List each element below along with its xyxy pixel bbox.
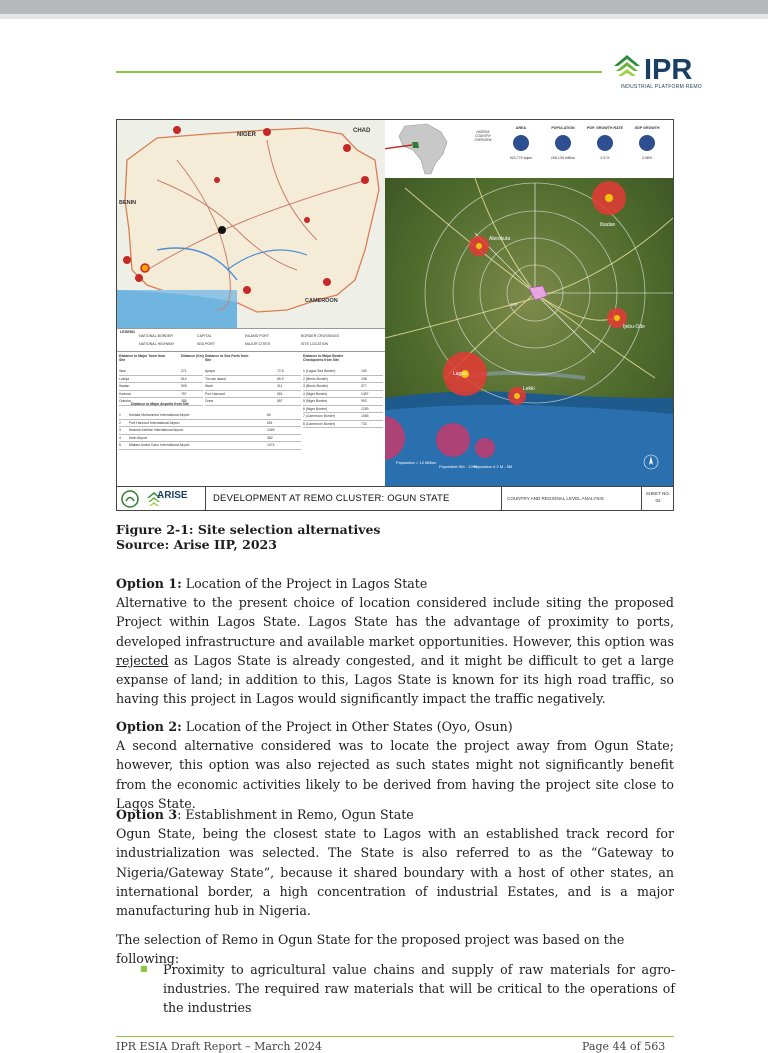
stat-label: POPULATION [551,126,575,130]
option-3-title: : Establishment in Remo, Ogun State [177,807,414,822]
table-cell: 385 [181,399,187,403]
table-cell: 5 (Niger Border) [303,399,328,403]
table-cell: 4 [119,435,121,440]
divider [641,487,642,511]
table-cell: 382 [267,435,273,440]
table-cell: Port Harcourt International Airport [129,420,180,425]
table-row [205,368,301,376]
table-cell: Tin can island [205,376,226,381]
site-selection-figure [116,119,674,511]
legend-item: CAPITAL [197,334,212,338]
footer-rule [116,1036,674,1037]
location-caption: NIGERIA COUNTRY OVERVIEW [474,130,492,142]
table-cell: 169 [361,369,367,373]
legend-item: SITE LOCATION [301,342,329,346]
sheet-label: SHEET NO. [645,491,671,496]
table-row [119,435,301,443]
table-cell: 1259 [361,406,369,411]
table-cell: Ibadan [119,384,130,388]
bullet-icon: ■ [140,964,148,973]
table-row [205,391,301,399]
table-row [303,413,383,421]
figure-caption [116,522,380,552]
label-cameroon: CAMEROON [305,298,338,304]
bullet-item: Proximity to agricultural value chains and supply of raw materials for agro-industries. The required raw materials that will be critical to the operations of the industries [163,962,675,1016]
label-lekki: Lekki [523,386,535,392]
table-cell: 3 (Benin Border) [303,384,328,388]
table-row [119,427,301,435]
stat-icon [555,135,571,151]
option-1-heading [116,574,674,593]
table-cell: 614 [181,376,187,381]
table-cell: 198 [361,376,367,381]
stat-label: AREA [515,126,527,130]
option-3-section [116,805,674,920]
table-cell: 651 [267,420,273,425]
footer-report-title: IPR ESIA Draft Report – March 2024 [116,1040,322,1053]
stat-value: 2.5 % [600,156,610,160]
table-cell: 3 [119,428,121,432]
stat-item [627,122,667,176]
table-cell: 271 [181,369,187,373]
header-rule [116,71,602,73]
table-cell: Onitsha [119,399,131,403]
table-cell: 2 (Benin Border) [303,376,328,381]
stat-value: 923,770 sqkm [509,156,533,160]
table-cell: 5 [119,443,121,447]
table-cell: 7 (Cameroon Border) [303,414,336,418]
table-row [119,383,203,391]
table-cell: Onne [205,399,214,403]
option-2-title: Location of the Project in Other States (Oyo, Osun) [181,719,513,734]
th-city: Distance to Major Town from Site [119,354,166,362]
legend-item: NATIONAL BORDER [139,334,173,338]
stat-value: 3.98% [641,156,653,160]
legend-item: BORDER CROSSINGS [301,334,339,338]
table-row [303,376,383,384]
stat-icon [639,135,655,151]
table-cell: Port Harcourt [205,391,226,396]
option-2-label: Option 2: [116,719,182,734]
label-ijebu-ode: Ijebu-Ode [623,324,645,330]
legend-title: LEGEND [120,330,135,334]
pop-legend-large: Population > 12 Million [396,460,437,465]
table-cell: Mallam Aminu Kano International Airport [129,443,190,447]
sheet-number [645,490,671,504]
table-row [119,376,203,384]
stat-icon [513,135,529,151]
africa-inset [385,120,465,178]
table-cell: 6 (Niger Border) [303,406,328,411]
top-bar-shadow [0,14,768,19]
ipr-logo [612,50,712,94]
table-cell: Murtala Muhammed International Airport [129,413,190,417]
th-airport: Distance to Major Airports from Site [131,402,189,406]
table-cell: 1457 [361,391,369,396]
label-niger: NIGER [237,132,257,138]
logo-text: IPR [644,54,693,86]
table-row [119,420,301,428]
map-legend [117,328,385,351]
nigeria-map [117,120,385,328]
table-cell: Warri [205,384,213,388]
th-border: Distance to Major Border Checkpoints from Site [303,354,344,362]
table-row [119,368,203,376]
stat-item [543,122,583,176]
top-bar [0,0,768,14]
option-1-body-b: as Lagos State is already congested, and it might be difficult to get a large expanse of land; in addition to this, Lagos State is known for its high road traffic, so having this project in Lagos would significantly impact the traffic negatively. [116,652,674,707]
table-cell: 4 (Niger Border) [303,391,328,396]
footer-page-number: Page 44 of 563 [582,1040,666,1053]
legend-item: NATIONAL HIGHWAY [139,342,175,346]
sheet-value: 02 [655,498,661,503]
table-cell: Lokoja [119,376,129,381]
table-cell: 1074 [267,443,275,447]
option-1-section [116,574,674,708]
stat-value: 206,139 million [550,156,576,160]
table-row [119,442,301,450]
table-row [303,391,383,399]
table-cell: 733 [361,421,367,426]
option-2-section [116,717,674,813]
table-cell: 2 [119,420,121,425]
table-cell: Apapa [205,369,215,373]
satellite-map [385,178,673,486]
table-cell: Ilara [119,369,126,373]
divider [501,487,502,511]
table-cell: 561 [277,391,283,396]
option-3-label: Option 3 [116,807,178,822]
legend-item: MAJOR CITIES [245,342,271,346]
logo-subtitle: INDUSTRIAL PLATFORM REMO [620,84,702,90]
option-1-title: Location of the Project in Lagos State [181,576,428,591]
pop-legend-medium: Population 5M - 10 M [439,464,478,469]
th-port: Distance to Sea Ports from Site [205,354,249,362]
label-iiip: IIIP [511,302,518,307]
table-cell: 787 [181,391,187,396]
label-chad: CHAD [353,128,371,134]
table-row [303,421,383,429]
figure-title-block [117,486,673,511]
option-3-heading [116,805,674,824]
stat-item [501,122,541,176]
table-row [119,391,203,399]
table-cell: 1069 [267,428,275,432]
table-cell: Nnamdi Azikiwe International Airport [129,428,184,432]
distance-tables [117,351,385,487]
label-abeokuta: Abeokuta [489,236,511,242]
table-cell: 557 [277,399,283,403]
footer-title: DEVELOPMENT AT REMO CLUSTER: OGUN STATE [213,493,450,504]
table-cell: 377 [361,384,367,388]
selection-intro: The selection of Remo in Ogun State for the proposed project was based on the following: [116,932,625,967]
footer-subtitle: COUNTRY AND REGIONAL LEVEL ANALYSIS [507,496,604,501]
stat-label: GDP GROWTH [634,126,660,130]
table-row [205,383,301,391]
option-1-label: Option 1: [116,576,182,591]
caption-source: Source: Arise IIP, 2023 [116,537,277,552]
table-cell: 1 [119,413,121,417]
table-cell: 1065 [361,414,369,418]
divider [205,487,206,511]
th-dist: Distance (Km) [181,354,204,358]
ipr-logo-icon [612,53,642,83]
stat-label: POP. GROWTH RATE [586,126,623,130]
stat-icon [597,135,613,151]
table-cell: Kaduna [119,391,131,396]
table-cell: 905 [181,384,187,388]
option-2-heading [116,717,674,736]
footer-brand: ARISE [157,490,188,501]
stat-item [585,122,625,176]
country-stats [465,120,673,178]
option-3-body: Ogun State, being the closest state to Lagos with an established track record for industrialization was selected. The State is also referred to as the “Gateway to Nigeria/Gateway State”, because it shared boundary with a host of other states, an international border, a high concentration of industrial Estates, and is a major manufacturing hub in Nigeria. [116,826,674,919]
table-row [303,383,383,391]
table-cell: 8 (Cameroon Border) [303,421,336,426]
pop-legend-small: Population 0.2 M - 5M [473,464,513,469]
table-row [303,398,383,406]
legend-item: SEA PORT [197,342,215,346]
label-lagos: Lagos [453,371,467,377]
table-cell: Ilorin Airport [129,435,148,440]
option-1-body-a: Alternative to the present choice of location considered include siting the proposed Project within Lagos State. Lagos State has the advantage of proximity to ports, developed infrastructure and available market opportunities. However, this option was [116,595,674,649]
legend-item: INLAND PORT [245,334,270,338]
table-cell: 311 [277,384,283,388]
table-cell: 65.9 [277,376,284,381]
table-row [303,368,383,376]
table-cell: 80 [267,413,271,417]
caption-title: Figure 2-1: Site selection alternatives [116,522,381,537]
table-row [303,406,383,414]
option-1-body [116,593,674,708]
table-row [205,376,301,384]
option-1-rejected: rejected [116,652,169,668]
table-cell: 1 (Lagos Sea Border) [303,369,336,373]
label-ibadan: Ibadan [600,222,616,228]
table-cell: 993 [361,399,367,403]
option-2-body: A second alternative considered was to locate the project away from Ogun State; however, this option was also rejected as such states might not significantly benefit from the economic activities likely to be derived from having the project site close to Lagos State. [116,738,674,811]
label-benin: BENIN [119,200,137,206]
table-cell: 72.6 [277,369,284,373]
table-row [119,412,301,420]
